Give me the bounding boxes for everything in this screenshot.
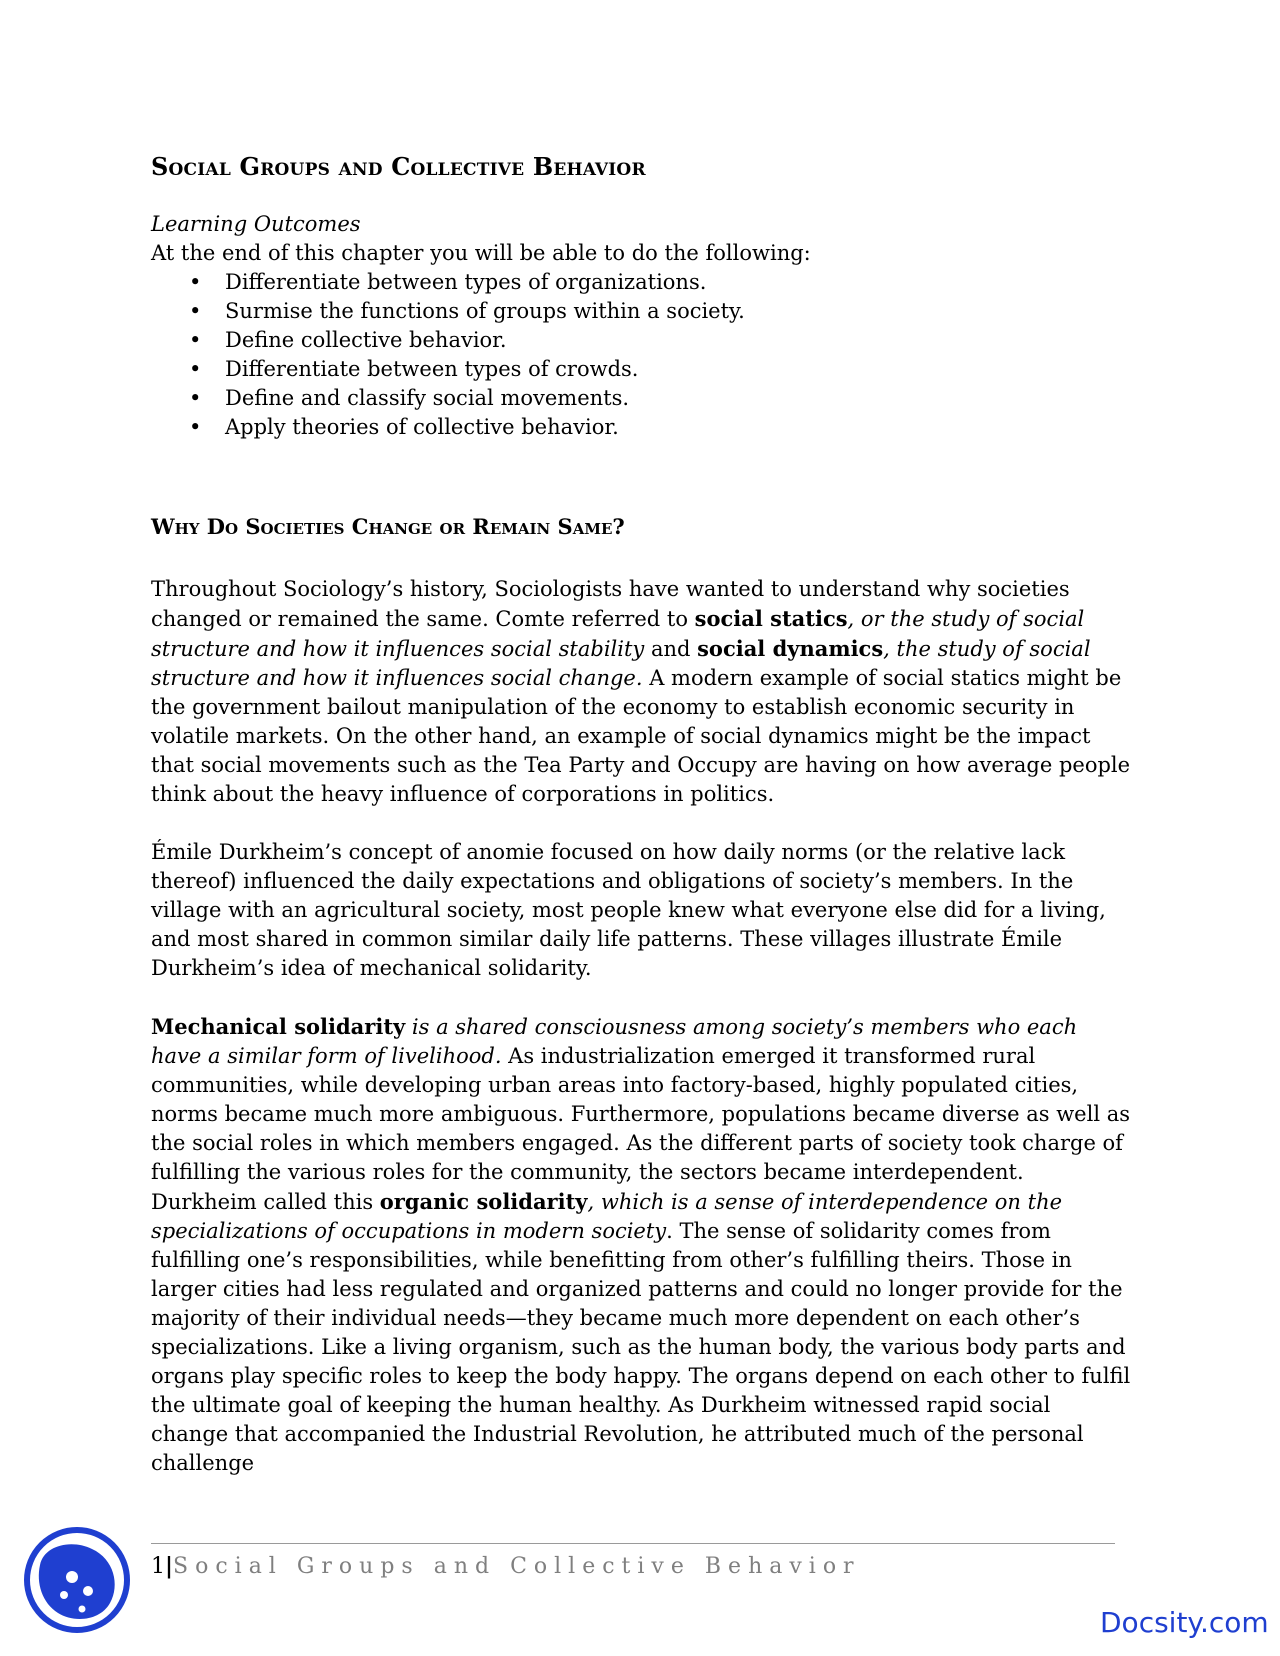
footer-separator: | xyxy=(165,1553,174,1579)
document-title: Social Groups and Collective Behavior xyxy=(151,152,646,181)
learning-outcomes-heading: Learning Outcomes xyxy=(151,212,361,236)
paragraph-text: A modern example of social statics might be the government bailout manipulation of the economy to establish economic security in volatile markets. On the other hand, an example of social dynamics might be the impact that social movements such as the Tea Party and Occupy are having on how average people think about the heavy influence of corporations in politics. xyxy=(151,666,1131,806)
definition-organic-solidarity: , which is a sense of interdependence on the specializations of occupations in modern society xyxy=(151,1190,1063,1243)
definition-social-dynamics: , the study of social structure and how it influences social change. xyxy=(151,637,1091,690)
paragraph-social-statics xyxy=(151,575,1131,809)
list-item-text: Apply theories of collective behavior. xyxy=(225,415,619,439)
bullet-icon: • xyxy=(189,357,202,381)
term-social-statics: social statics xyxy=(694,606,848,631)
page-number: 1 xyxy=(151,1554,165,1579)
bullet-icon: • xyxy=(189,386,202,410)
list-item xyxy=(189,384,1131,413)
list-item xyxy=(189,268,1131,297)
paragraph-text: and xyxy=(644,637,698,661)
list-item-text: Define and classify social movements. xyxy=(225,386,630,410)
list-item xyxy=(189,326,1131,355)
bullet-icon: • xyxy=(189,415,202,439)
paragraph-text: . The sense of solidarity comes from fulfilling one’s responsibilities, while benefitting from other’s fulfilling theirs. Those in larger cities had less regulated and organized patterns and could no longer provide for the majority of their individual needs—they became much more dependent on each other’s specializations. Like a living organism, such as the human body, the various body parts and organs play specific roles to keep the body happy. The organs depend on each other to fulfil the ultimate goal of keeping the human healthy. As Durkheim witnessed rapid social change that accompanied the Industrial Revolution, he attributed much of the personal challenge xyxy=(151,1219,1131,1475)
bullet-icon: • xyxy=(189,299,202,323)
paragraph-solidarity xyxy=(151,1012,1131,1478)
list-item-text: Surmise the functions of groups within a society. xyxy=(225,299,745,323)
term-mechanical-solidarity: Mechanical solidarity xyxy=(151,1014,406,1039)
learning-outcomes-intro: At the end of this chapter you will be able to do the following: xyxy=(151,241,811,265)
list-item xyxy=(189,413,1131,442)
learning-outcomes-list xyxy=(151,268,1131,442)
footer-running-title: Social Groups and Collective Behavior xyxy=(173,1554,861,1579)
paragraph-text: Throughout Sociology’s history, Sociologists have wanted to understand why societies changed or remained the same. Comte referred to xyxy=(151,577,1070,631)
section-heading: Why Do Societies Change or Remain Same? xyxy=(151,514,625,539)
list-item-text: Define collective behavior. xyxy=(225,328,507,352)
list-item xyxy=(189,355,1131,384)
docsity-logo-icon xyxy=(22,1525,132,1635)
definition-social-statics: , or the study of social structure and how it influences social stability xyxy=(151,607,1085,661)
definition-mechanical-solidarity: is a shared consciousness among society’s members who each have a similar form of livelihood. xyxy=(151,1015,1078,1068)
docsity-watermark[interactable]: Docsity.com xyxy=(1100,1606,1269,1639)
bullet-icon: • xyxy=(189,328,202,352)
page-footer xyxy=(151,1551,861,1582)
footer-divider xyxy=(151,1543,1115,1544)
list-item-text: Differentiate between types of organizations. xyxy=(225,270,707,294)
page-content xyxy=(151,150,1131,1507)
paragraph-text: As industrialization emerged it transformed rural communities, while developing urban areas into factory-based, highly populated cities, norms became much more ambiguous. Furthermore, populations became diverse as well as the social roles in which members engaged. As the different parts of society took charge of fulfilling the various roles for the community, the sectors became interdependent. Durkheim called this xyxy=(151,1044,1131,1214)
term-social-dynamics: social dynamics xyxy=(697,636,884,661)
list-item-text: Differentiate between types of crowds. xyxy=(225,357,639,381)
term-organic-solidarity: organic solidarity xyxy=(379,1189,588,1214)
paragraph-anomie: Émile Durkheim’s concept of anomie focused on how daily norms (or the relative lack thereof) influenced the daily expectations and obligations of society’s members. In the village with an agricultural society, most people knew what everyone else did for a living, and most shared in common similar daily life patterns. These villages illustrate Émile Durkheim’s idea of mechanical solidarity. xyxy=(151,840,1106,980)
bullet-icon: • xyxy=(189,270,202,294)
list-item xyxy=(189,297,1131,326)
